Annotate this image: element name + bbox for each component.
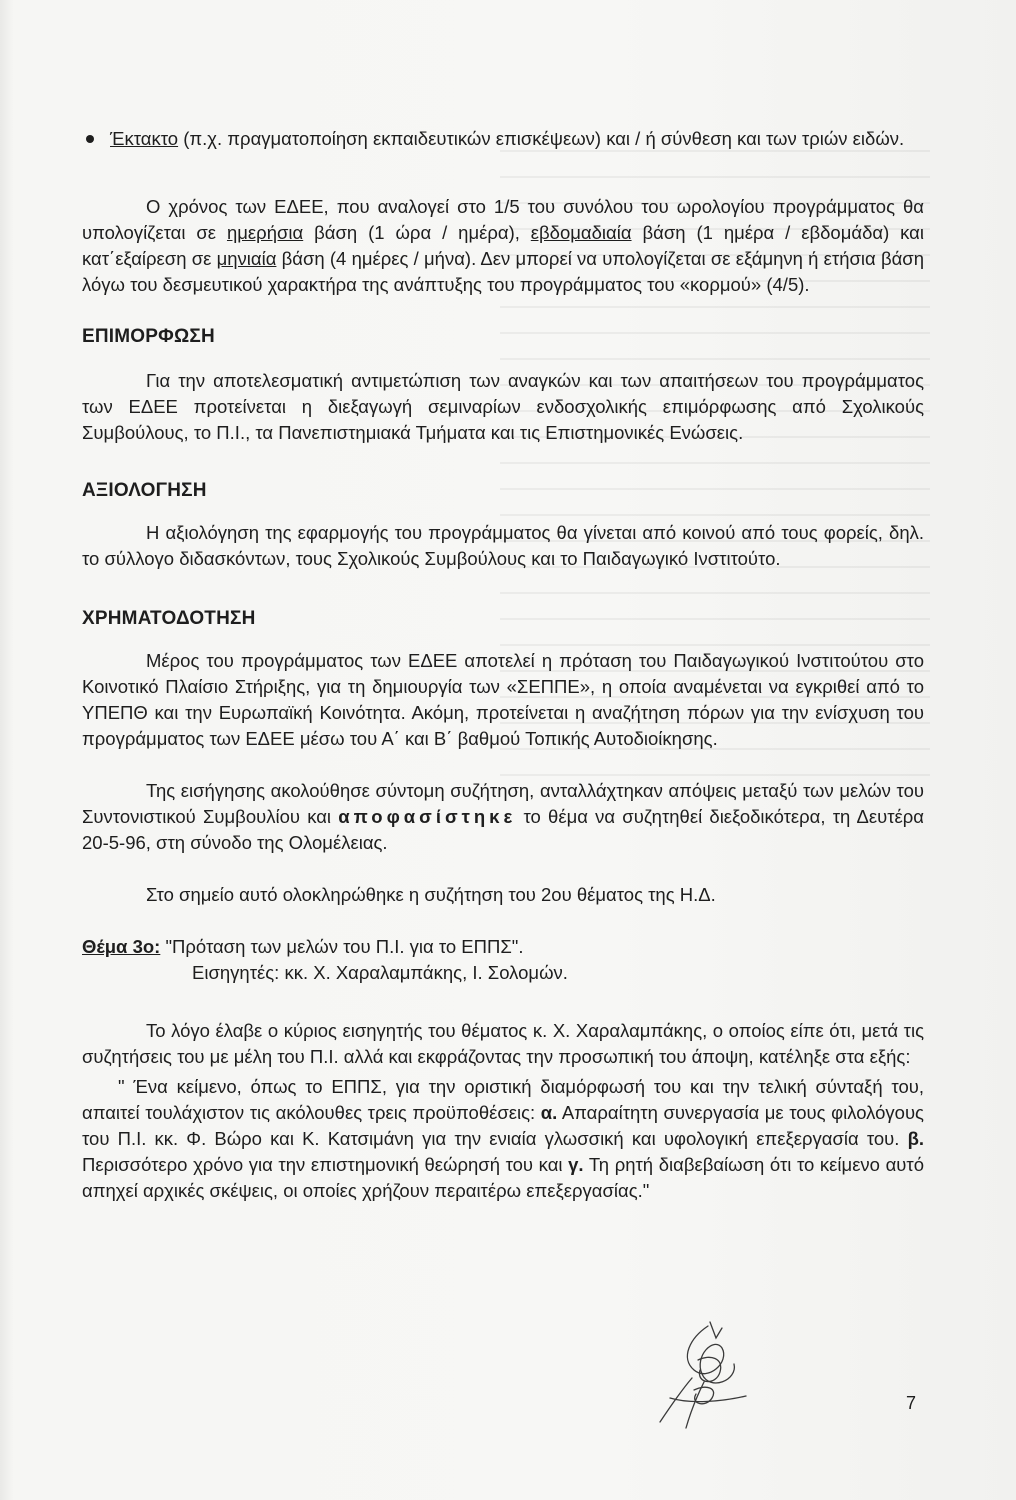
evaluation-paragraph: Η αξιολόγηση της εφαρμογής του προγράμματος θα γίνεται από κοινού από τους φορείς, δηλ. το σύλλογο διδασκόντων, τους Σχολικούς Συμβούλους και το Παιδαγωγικό Ινστιτούτο. xyxy=(82,522,924,569)
page-number: 7 xyxy=(906,1393,917,1413)
decision-paragraph xyxy=(82,778,924,856)
schedule-daily: ημερήσια xyxy=(226,222,304,243)
funding-paragraph: Μέρος του προγράμματος των ΕΔΕΕ αποτελεί η πρόταση του Παιδαγωγικού Ινστιτούτου στο Κοινοτικό Πλαίσιο Στήριξης, για τη δημιουργία των «ΣΕΠΠΕ», η οποία αναμένεται να εγκριθεί από το ΥΠΕΠΘ και την Ευρωπαϊκή Κοινότητα. Ακόμη, προτείνεται η αναζήτηση πόρων για την ενίσχυση του προγράμματος των ΕΔΕΕ μέσω του Α΄ και Β΄ βαθμού Τοπικής Αυτοδιοίκησης. xyxy=(82,650,924,749)
quote-text-2: Απαραίτητη συνεργασία με τους φιλολόγους του Π.Ι. κκ. Φ. Βώρο και Κ. Κατσιμάνη για την ενιαία γλωσσική και υφολογική επεξεργασία του. xyxy=(82,1102,924,1149)
decision-keyword: αποφασίστηκε xyxy=(338,806,517,827)
topic-label: Θέμα 3ο: xyxy=(82,936,161,957)
completion-paragraph: Στο σημείο αυτό ολοκληρώθηκε η συζήτηση του 2ου θέματος της Η.Δ. xyxy=(146,884,716,905)
quote-text-1: " Ένα κείμενο, όπως το ΕΠΠΣ, για την οριστική διαμόρφωσή του και την τελική σύνταξή του, απαιτεί τουλάχιστον τις ακόλουθες τρεις προϋποθέσεις: xyxy=(82,1076,924,1123)
training-heading: ΕΠΙΜΟΡΦΩΣΗ xyxy=(82,326,215,347)
decision-text-2: το θέμα να συζητηθεί διεξοδικότερα, τη Δευτέρα 20-5-96, στη σύνοδο της Ολομέλειας. xyxy=(82,806,924,853)
signature-icon xyxy=(650,1318,770,1430)
schedule-weekly: εβδομαδιαία xyxy=(530,222,632,243)
schedule-text-1: Ο χρόνος των ΕΔΕΕ, που αναλογεί στο 1/5 του συνόλου του ωρολογίου προγράμματος θα υπολογίζεται σε xyxy=(82,196,924,243)
schedule-text-4: βάση (4 ημέρες / μήνα). Δεν μπορεί να υπολογίζεται σε εξάμηνη ή ετήσια βάση λόγω του δεσμευτικού χαρακτήρα της ανάπτυξης του προγράμματος του «κορμού» (4/5). xyxy=(82,248,924,295)
bullet-keyword: Έκτακτο xyxy=(110,128,179,149)
quote-marker-c: γ. xyxy=(568,1154,584,1175)
speech-intro: Το λόγο έλαβε ο κύριος εισηγητής του θέματος κ. Χ. Χαραλαμπάκης, ο οποίος είπε ότι, μετά τις συζητήσεις του με μέλη του Π.Ι. αλλά και εκφράζοντας την προσωπική του άποψη, κατέληξε στα εξής: xyxy=(82,1020,924,1067)
topic-line xyxy=(82,934,924,960)
quote-marker-b: β. xyxy=(907,1128,924,1149)
document-body xyxy=(82,118,924,1204)
bullet-item-extraordinary xyxy=(82,126,924,152)
schedule-paragraph xyxy=(82,194,924,298)
funding-heading: ΧΡΗΜΑΤΟΔΟΤΗΣΗ xyxy=(82,608,256,629)
training-paragraph: Για την αποτελεσματική αντιμετώπιση των αναγκών και των απαιτήσεων του προγράμματος των ΕΔΕΕ προτείνεται η διεξαγωγή σεμιναρίων ενδοσχολικής επιμόρφωσης από Σχολικούς Συμβούλους, το Π.Ι., τα Πανεπιστημιακά Τμήματα και τις Επιστημονικές Ενώσεις. xyxy=(82,370,924,443)
decision-text-1: Της εισήγησης ακολούθησε σύντομη συζήτηση, ανταλλάχτηκαν απόψεις μεταξύ των μελών του Συντονιστικού Συμβουλίου και xyxy=(82,780,924,827)
evaluation-heading: ΑΞΙΟΛΟΓΗΣΗ xyxy=(82,480,207,501)
quote-text-3: Περισσότερο χρόνο για την επιστημονική θεώρησή του και xyxy=(82,1154,569,1175)
quote-marker-a: α. xyxy=(540,1102,558,1123)
bullet-text: (π.χ. πραγματοποίηση εκπαιδευτικών επισκέψεων) και / ή σύνθεση και των τριών ειδών. xyxy=(178,128,905,149)
speech-quote xyxy=(82,1074,924,1204)
topic-rapporteurs: Εισηγητές: κκ. Χ. Χαραλαμπάκης, Ι. Σολομών. xyxy=(192,962,568,983)
quote-text-4: Τη ρητή διαβεβαίωση ότι το κείμενο αυτό απηχεί αρχικές σκέψεις, οι οποίες χρήζουν περαιτέρω επεξεργασίας." xyxy=(82,1154,924,1201)
bullet-dot-icon xyxy=(86,135,94,143)
schedule-monthly: μηνιαία xyxy=(216,248,277,269)
schedule-text-2: βάση (1 ώρα / ημέρα), xyxy=(303,222,531,243)
schedule-text-3: βάση (1 ημέρα / εβδομάδα) και κατ΄εξαίρεση σε xyxy=(82,222,924,269)
topic-title: "Πρόταση των μελών του Π.Ι. για το ΕΠΠΣ". xyxy=(160,936,524,957)
